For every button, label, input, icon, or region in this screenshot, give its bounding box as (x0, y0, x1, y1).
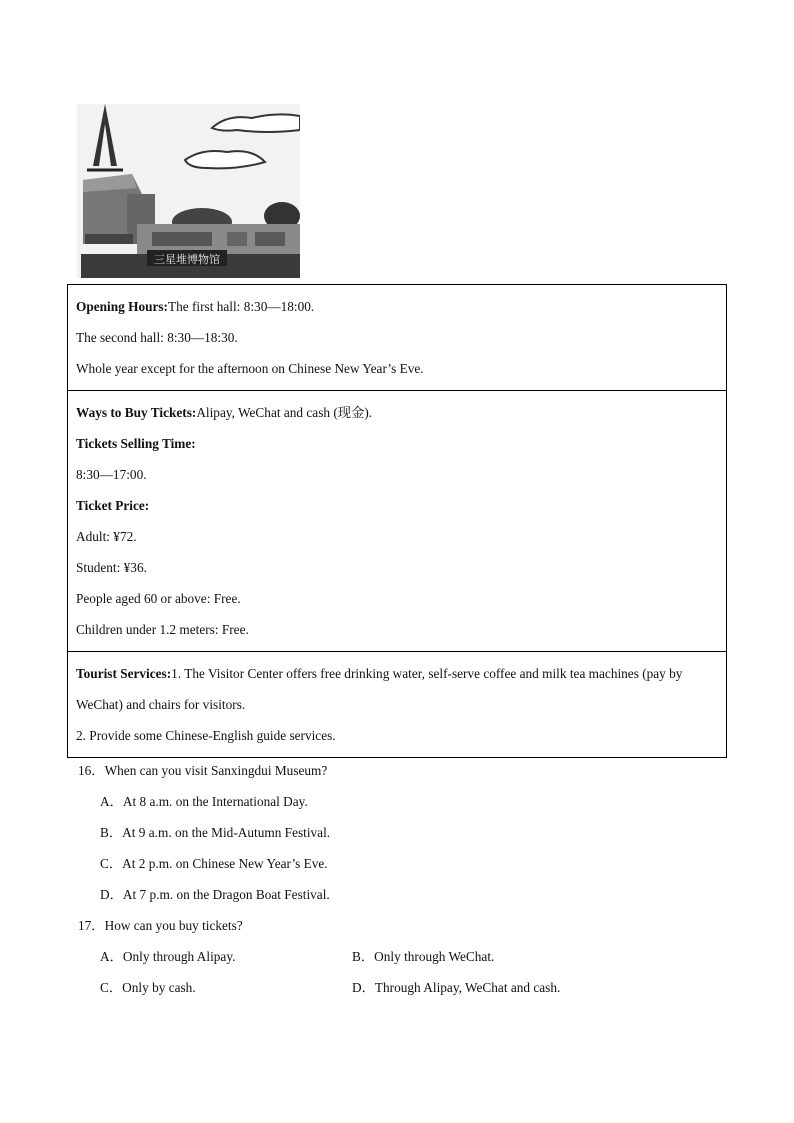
opening-hours-label: Opening Hours: (76, 299, 168, 314)
questions (78, 755, 738, 1003)
question-16-option-b: B．At 9 a.m. on the Mid-Autumn Festival. (100, 825, 331, 840)
question-16-option-a: A．At 8 a.m. on the International Day. (100, 794, 308, 809)
adult-price: Adult: ¥72. (76, 529, 137, 544)
selling-time-label: Tickets Selling Time: (76, 436, 196, 451)
selling-time-value: 8:30—17:00. (76, 467, 147, 482)
museum-sign-text: 三星堆博物馆 (154, 253, 220, 266)
ways-to-buy-label: Ways to Buy Tickets: (76, 405, 197, 420)
question-16-option-c: C．At 2 p.m. on Chinese New Year’s Eve. (100, 856, 328, 871)
student-price: Student: ¥36. (76, 560, 147, 575)
tourist-services-section (68, 652, 726, 757)
opening-hours-section (68, 285, 726, 391)
first-hall-hours: The first hall: 8:30—18:00. (168, 299, 315, 314)
question-17-stem: 17．How can you buy tickets? (78, 918, 243, 933)
museum-building-illustration (77, 104, 300, 278)
museum-photo (77, 104, 300, 278)
tourist-services-label: Tourist Services: (76, 666, 172, 681)
ticket-price-label: Ticket Price: (76, 498, 150, 513)
question-17-options-row-1 (78, 941, 738, 972)
second-hall-hours: The second hall: 8:30—18:30. (76, 330, 238, 345)
service-item-2: 2. Provide some Chinese-English guide services. (76, 728, 336, 743)
question-16-option-d: D．At 7 p.m. on the Dragon Boat Festival. (100, 887, 330, 902)
question-17-options-row-2 (78, 972, 738, 1003)
question-17-option-d: D．Through Alipay, WeChat and cash. (352, 980, 561, 995)
ways-to-buy-value: Alipay, WeChat and cash (现金). (196, 405, 373, 420)
question-17-option-b: B．Only through WeChat. (352, 949, 495, 964)
children-price: Children under 1.2 meters: Free. (76, 622, 249, 637)
opening-note: Whole year except for the afternoon on Chinese New Year’s Eve. (76, 361, 424, 376)
museum-info-table (67, 284, 727, 758)
tickets-section (68, 391, 726, 652)
service-item-1: 1. The Visitor Center offers free drinking water, self-serve coffee and milk tea machines (pay by WeChat) and chairs for visitors. (76, 666, 683, 712)
elderly-price: People aged 60 or above: Free. (76, 591, 241, 606)
question-17-option-c: C．Only by cash. (100, 980, 196, 995)
question-16-stem: 16．When can you visit Sanxingdui Museum? (78, 763, 328, 778)
question-17-option-a: A．Only through Alipay. (100, 949, 236, 964)
